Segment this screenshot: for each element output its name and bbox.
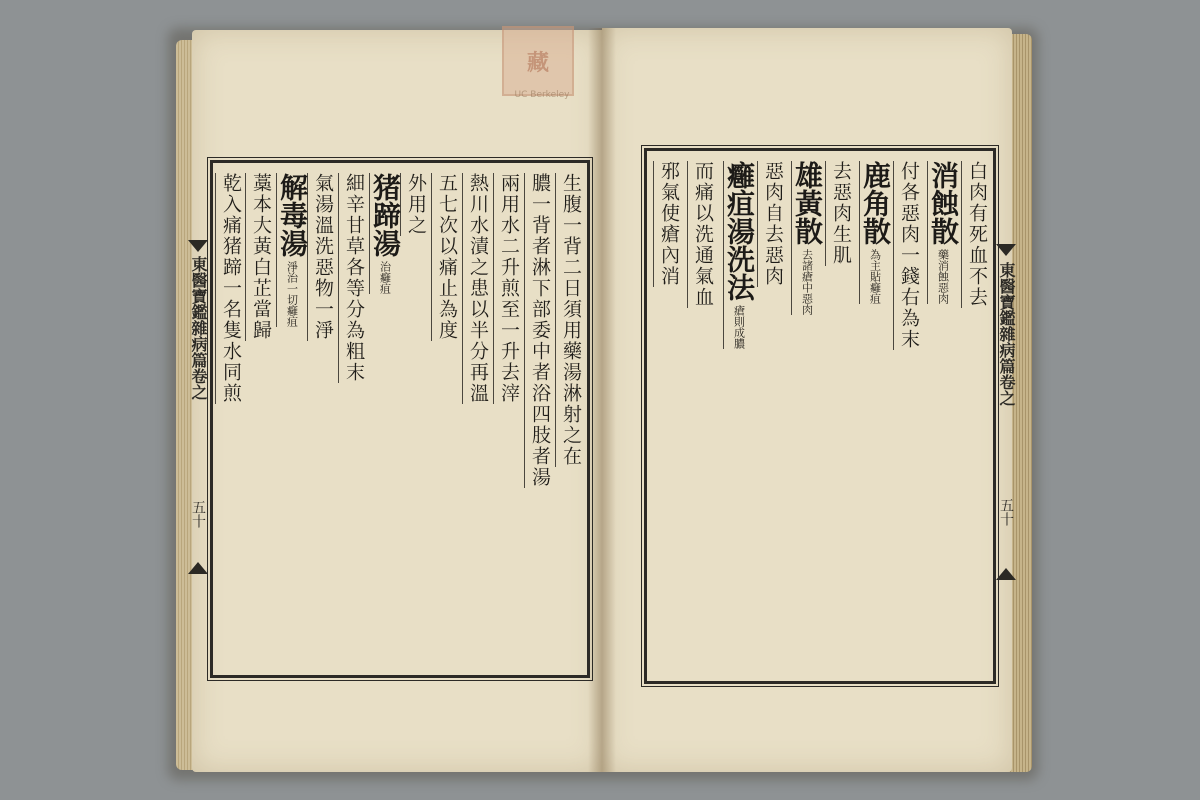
fishtail-mark-top-left: [188, 240, 208, 252]
column-text: 治癰疽: [378, 261, 392, 294]
column-text: 瘡則成膿: [732, 305, 746, 349]
column-text: 五七次以痛止為度: [436, 173, 458, 341]
column-text: 兩用水二升煎至一升去滓: [498, 173, 520, 404]
text-column: [338, 173, 369, 383]
left-text-frame: [210, 160, 590, 678]
column-text: 邪氣使瘡內消: [658, 161, 680, 287]
text-column: [307, 173, 338, 341]
column-text: 熱川水漬之患以半分再溫: [467, 173, 489, 404]
library-seal-stamp: [502, 26, 574, 96]
seal-caption: UC Berkeley: [514, 90, 570, 100]
text-column: [431, 173, 462, 341]
column-text: 藥消蝕惡肉: [936, 249, 950, 304]
text-column: [369, 173, 400, 294]
book-gutter: [588, 28, 616, 772]
right-folio: 五十: [998, 498, 1014, 526]
prescription-heading: 消蝕散: [927, 161, 960, 245]
prescription-heading: 雄黃散: [791, 161, 824, 245]
column-text: 藁本大黃白芷當歸: [250, 173, 272, 341]
text-column: [791, 161, 822, 315]
column-text: 惡肉自去惡肉: [762, 161, 784, 287]
prescription-heading: 猪蹄湯: [369, 173, 402, 257]
prescription-heading: 鹿角散: [859, 161, 892, 245]
text-column: [215, 173, 246, 404]
column-text: 為主貼癰疽: [868, 249, 882, 304]
prescription-heading: 癰疽湯洗法: [723, 161, 756, 301]
text-column: [276, 173, 307, 327]
column-text: 付各惡肉一錢右為末: [898, 161, 920, 350]
fishtail-mark-top-right: [996, 244, 1016, 256]
fishtail-mark-bottom-left: [188, 562, 208, 574]
left-margin-title: 東醫寶鑑雜病篇卷之: [189, 256, 208, 400]
column-text: 去惡肉生肌: [830, 161, 852, 266]
text-column: [524, 173, 555, 488]
text-column: [961, 161, 992, 308]
column-text: 外用之: [405, 173, 427, 236]
right-margin-title: 東醫寶鑑雜病篇卷之: [997, 262, 1016, 406]
seal-text: 藏: [526, 49, 549, 76]
text-column: [653, 161, 684, 287]
text-column: [757, 161, 788, 287]
text-column: [462, 173, 493, 404]
column-text: 細辛甘草各等分為粗末: [343, 173, 365, 383]
text-column: [400, 173, 431, 236]
left-folio: 五十: [190, 500, 206, 528]
right-text-frame: [644, 148, 996, 684]
column-text: 去諸瘡中惡肉: [800, 249, 814, 315]
fishtail-mark-bottom-right: [996, 568, 1016, 580]
text-column: [927, 161, 958, 304]
prescription-heading: 解毒湯: [276, 173, 309, 257]
text-column: [245, 173, 276, 341]
column-text: 乾入痛猪蹄一名隻水同煎: [220, 173, 242, 404]
text-column: [859, 161, 890, 304]
text-column: [825, 161, 856, 266]
text-column: [493, 173, 524, 404]
text-column: [893, 161, 924, 350]
column-text: 膿一背者淋下部委中者浴四肢者湯: [529, 173, 551, 488]
column-text: 白肉有死血不去: [966, 161, 988, 308]
column-text: 淨治一切癰疽: [285, 261, 299, 327]
column-text: 生腹一背二日須用藥湯淋射之在: [560, 173, 582, 467]
text-column: [687, 161, 718, 308]
column-text: 而痛以洗通氣血: [692, 161, 714, 308]
column-text: 氣湯溫洗惡物一淨: [312, 173, 334, 341]
text-column: [723, 161, 754, 349]
text-column: [555, 173, 586, 467]
